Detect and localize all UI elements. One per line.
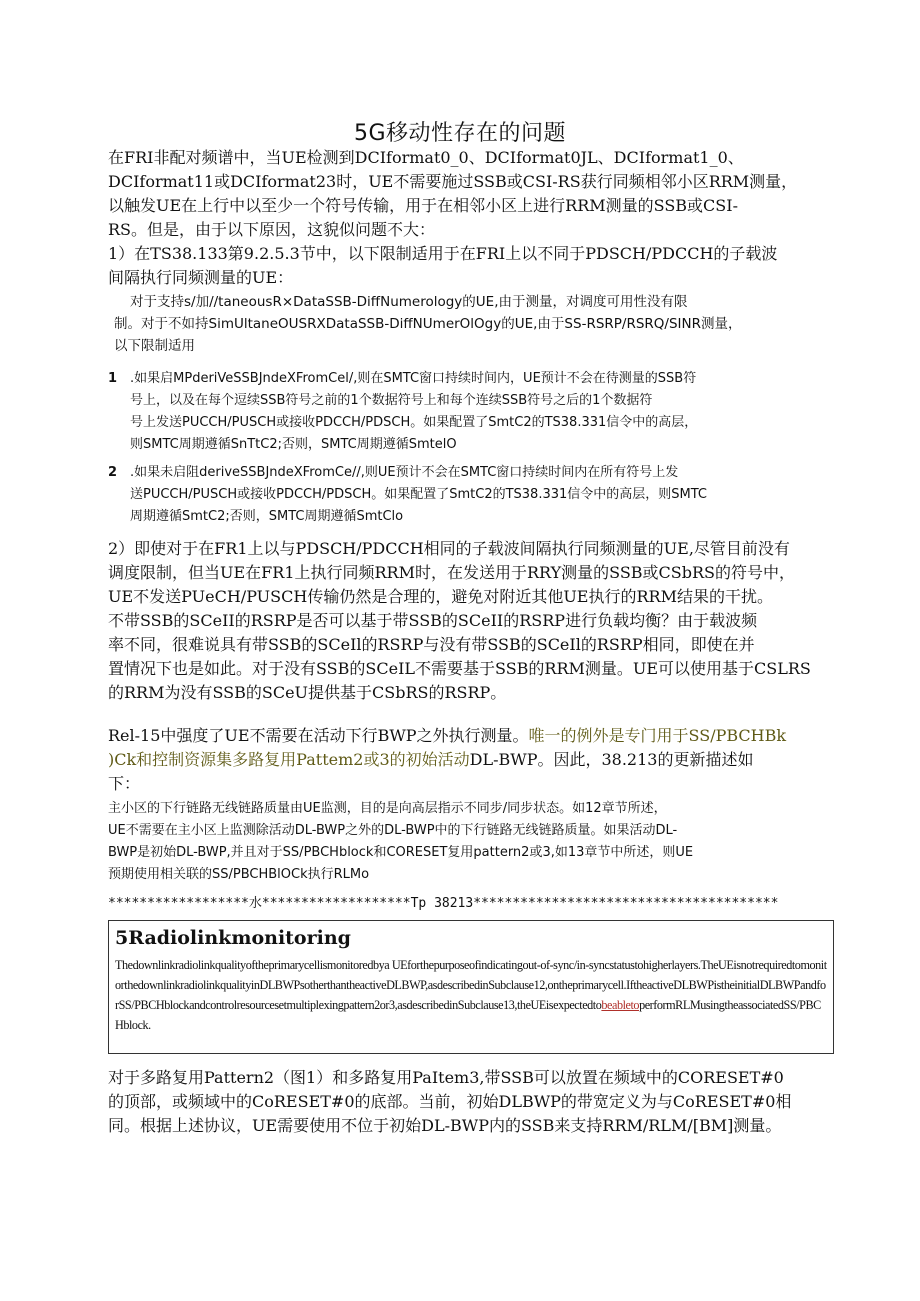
text-line: 的顶部，或频域中的CoRESET#0的底部。当前，初始DLBWP的带宽定义为与CoRESET#0相 xyxy=(108,1092,792,1111)
list-number: 1 xyxy=(108,371,118,386)
list-number: 2 xyxy=(108,465,118,480)
tracked-change-link[interactable]: beableto xyxy=(601,998,640,1012)
text-line: 周期遵循SmtC2;否则，SMTC周期遵循SmtClo xyxy=(130,509,404,524)
text-run: DL-BWP。因此，38.213的更新描述如 xyxy=(469,750,754,769)
restriction-item-1 xyxy=(108,368,838,456)
text-line: 同。根据上述协议，UE需要使用不位于初始DL-BWP内的SSB来支持RRM/RLM/[BM]测量。 xyxy=(108,1116,782,1135)
text-line: 在FRI非配对频谱中，当UE检测到DCIformat0_0、DCIformat0JL、DCIformat1_0、 xyxy=(108,148,744,167)
text-line: 不带SSB的SCeII的RSRP是否可以基于带SSB的SCeII的RSRP进行负载均衡？由于载波频 xyxy=(108,611,758,630)
text-line: 调度限制，但当UE在FR1上执行同频RRM时，在发送用于RRY测量的SSB或CSbRS的符号中， xyxy=(108,563,795,582)
text-line xyxy=(108,724,828,748)
text-line: 1）在TS38.133第9.2.5.3节中，以下限制适用于在FRI上以不同于PDSCH/PDCCH的子载波 xyxy=(108,244,778,263)
highlighted-text: )Ck和控制资源集多路复用Pattem2或3的初始活动 xyxy=(108,750,470,769)
text-line: 则SMTC周期遵循SnTtC2;否则，SMTC周期遵循SmtelO xyxy=(130,437,457,452)
text-line: UE不需要在主小区上监测除活动DL-BWP之外的DL-BWP中的下行链路无线链路质量。如果活动DL- xyxy=(108,823,678,838)
text-line: 对于多路复用Pattern2（图1）和多路复用PaItem3,带SSB可以放置在频域中的CORESET#0 xyxy=(108,1068,784,1087)
text-line: .如果启MPderiVeSSBJndeXFromCel/,则在SMTC窗口持续时间内，UE预计不会在待测量的SSB符 xyxy=(130,371,697,386)
text-line: DCIformat11或DCIformat23时，UE不需要施过SSB或CSI-RS获行同频相邻小区RRM测量， xyxy=(108,172,798,191)
excerpt-body-end: performRLMusingtheassociatedSS/PBCHblock. xyxy=(115,998,821,1032)
text-run: Rel-15中强度了UE不需要在活动下行BWP之外执行测量。 xyxy=(108,726,529,745)
text-line: 率不同，很难说具有带SSB的SCeIl的RSRP与没有带SSB的SCeIl的RSRP相同，即使在并 xyxy=(108,635,755,654)
spec-excerpt-box xyxy=(108,920,834,1054)
text-line: 号上，以及在每个逗续SSB符号之前的1个数据符号上和每个连续SSB符号之后的1个数据符 xyxy=(130,393,653,408)
text-line: 号上发送PUCCH/PUSCH或接收PDCCH/PDSCH。如果配置了SmtC2的TS38.331信令中的高层， xyxy=(130,415,698,430)
restriction-item-2 xyxy=(108,462,838,528)
text-line: 预期使用相关联的SS/PBCHBlOCk执行RLMo xyxy=(108,867,370,882)
text-line: UE不发送PUeCH/PUSCH传输仍然是合理的，避免对附近其他UE执行的RRM结果的干扰。 xyxy=(108,587,773,606)
separator-line: ******************水*******************Tp 38213*************************************** xyxy=(108,896,779,911)
text-line: BWP是初始DL-BWP,并且对于SS/PBCHblock和CORESET复用pattern2或3,如13章节中所述，则UE xyxy=(108,845,694,860)
update-paragraph xyxy=(108,798,838,886)
intro-paragraph xyxy=(108,146,828,242)
text-line: RS。但是，由于以下原因，这貌似问题不大： xyxy=(108,220,436,239)
text-line: 置情况下也是如此。对于没有SSB的SCeIL不需要基于SSB的RRM测量。UE可以使用基于CSLRS xyxy=(108,659,811,678)
text-line: 的RRM为没有SSB的SCeU提供基于CSbRS的RSRP。 xyxy=(108,683,507,702)
excerpt-heading: 5Radiolinkmonitoring xyxy=(115,927,351,949)
text-line: 对于支持s/加//taneousR×DataSSB-DiffNumerology的UE,由于测量，对调度可用性没有限 xyxy=(130,294,688,310)
text-line: 主小区的下行链路无线链路质量由UE监测，目的是向高层指示不同步/同步状态。如12章节所述， xyxy=(108,801,667,816)
text-line: 制。对于不如持SimUltaneOUSRXDataSSB-DiffNUmerOlOgy的UE,由于SS-RSRP/RSRQ/SINR测量， xyxy=(114,316,742,332)
text-line: .如果未启阻deriveSSBJndeXFromCe//,则UE预计不会在SMTC窗口持续时间内在所有符号上发 xyxy=(130,465,679,480)
item-two xyxy=(108,537,828,705)
item-one xyxy=(108,242,828,290)
excerpt-text xyxy=(115,955,827,1035)
excerpt-body: Thedownlinkradiolinkqualityoftheprimarycellismonitoredbya UEforthepurposeofindicatingout-of-sync/in-syncstatustohigherlayers.TheUEisnotrequiredtomonitorthedownlinkradiolinkqualityinDLBWPsotherthantheactiveDLBWP,asdescribedinSubclause12,ontheprimarycell.IftheactiveDLBWPistheinitialDLBWPandforSS/PBCHblockandcontrolresourcesetmultiplexingpattern2or3,asdescribedinSubclause13,theUEisexpectedto xyxy=(115,958,827,1012)
rel15-paragraph xyxy=(108,724,828,796)
highlighted-text: 唯一的例外是专门用于SS/PBCHBk xyxy=(528,726,787,745)
page-title: 5G移动性存在的问题 xyxy=(353,121,567,146)
text-line xyxy=(108,748,828,772)
text-line: 下： xyxy=(108,774,141,793)
text-line: 间隔执行同频测量的UE： xyxy=(108,268,294,287)
text-line: 以下限制适用 xyxy=(114,338,195,354)
text-line: 送PUCCH/PUSCH或接收PDCCH/PDSCH。如果配置了SmtC2的TS38.331信令中的高层，则SMTC xyxy=(130,487,708,502)
text-line: 以触发UE在上行中以至少一个符号传输，用于在相邻小区上进行RRM测量的SSB或CSI- xyxy=(108,196,738,215)
quote-paragraph xyxy=(114,291,830,357)
final-paragraph xyxy=(108,1066,828,1138)
text-line: 2）即使对于在FR1上以与PDSCH/PDCCH相同的子载波间隔执行同频测量的UE,尽管目前没有 xyxy=(108,539,790,558)
